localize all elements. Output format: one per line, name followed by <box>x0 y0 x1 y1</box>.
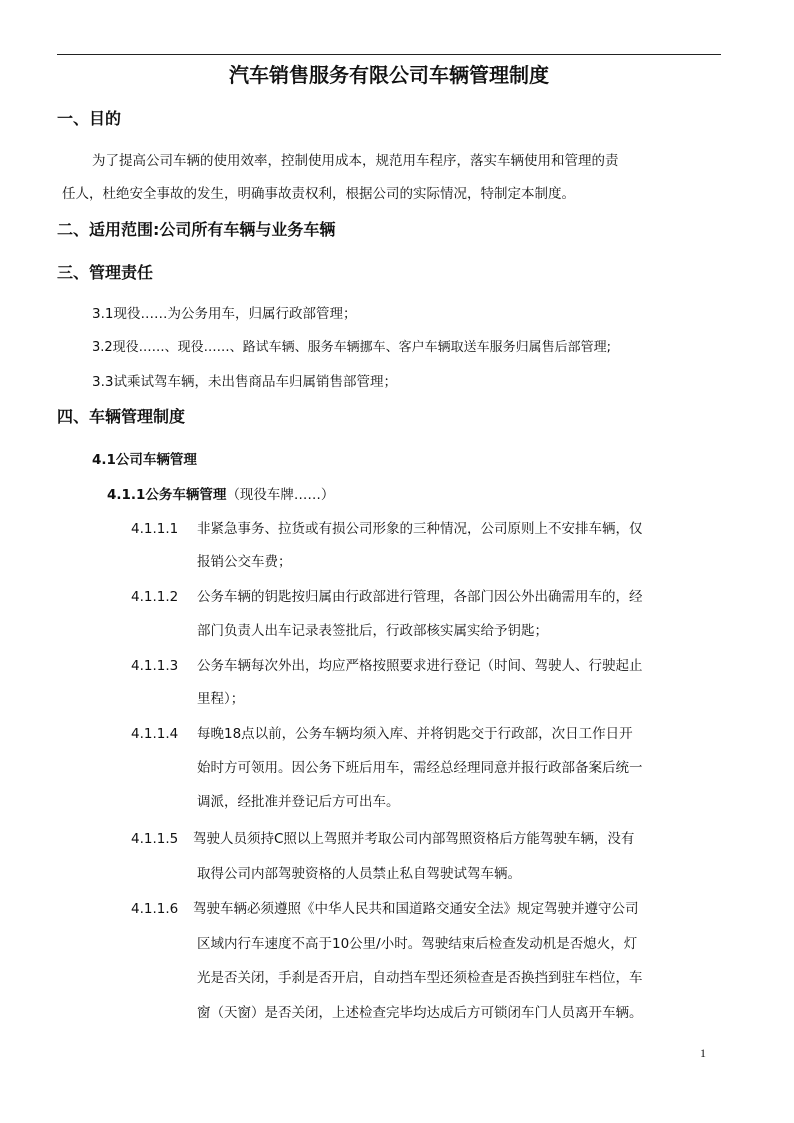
item-4-1-1-3-number: 4.1.1.3 <box>131 658 179 674</box>
section-2-heading: 二、适用范围:公司所有车辆与业务车辆 <box>57 220 336 239</box>
section-3-item-2: 3.2现役……、现役……、路试车辆、服务车辆挪车、客户车辆取送车服务归属售后部管理; <box>92 340 612 355</box>
item-4-1-1-5-line-2: 取得公司内部驾驶资格的人员禁止私自驾驶试驾车辆。 <box>197 866 521 882</box>
item-4-1-1-3-line-2: 里程）； <box>197 691 245 707</box>
item-4-1-1-4-line-1: 每晚18点以前，公务车辆均须入库、并将钥匙交于行政部，次日工作日开 <box>197 726 633 742</box>
item-4-1-1-4-number: 4.1.1.4 <box>131 726 179 742</box>
item-4-1-1-2-number: 4.1.1.2 <box>131 589 179 605</box>
page-number: 1 <box>700 1046 706 1060</box>
item-4-1-1-1-number: 4.1.1.1 <box>131 521 179 537</box>
section-1-paragraph-line-1: 为了提高公司车辆的使用效率，控制使用成本，规范用车程序，落实车辆使用和管理的责 <box>92 153 619 169</box>
subsection-4-1-1-title: 4.1.1公务车辆管理 <box>107 487 227 503</box>
section-3-item-3: 3.3试乘试驾车辆，未出售商品车归属销售部管理； <box>92 374 397 390</box>
section-3-item-1: 3.1现役……为公务用车，归属行政部管理； <box>92 306 357 322</box>
item-4-1-1-6-line-1: 驾驶车辆必须遵照《中华人民共和国道路交通安全法》规定驾驶并遵守公司 <box>193 901 639 917</box>
item-4-1-1-4-line-2: 始时方可领用。因公务下班后用车，需经总经理同意并报行政部备案后统一 <box>197 760 643 776</box>
item-4-1-1-2-line-1: 公务车辆的钥匙按归属由行政部进行管理，各部门因公外出确需用车的，经 <box>197 589 643 605</box>
item-4-1-1-6-line-2: 区域内行车速度不高于10公里/小时。驾驶结束后检查发动机是否熄火，灯 <box>197 936 638 952</box>
section-1-heading: 一、目的 <box>57 109 122 128</box>
section-4-heading: 四、车辆管理制度 <box>57 407 186 426</box>
item-4-1-1-3-line-1: 公务车辆每次外出，均应严格按照要求进行登记（时间、驾驶人、行驶起止 <box>197 658 643 674</box>
item-4-1-1-1-line-1: 非紧急事务、拉货或有损公司形象的三种情况，公司原则上不安排车辆，仅 <box>197 521 643 537</box>
subsection-4-1-1-note: （现役车牌……） <box>226 487 335 503</box>
item-4-1-1-6-line-3: 光是否关闭，手刹是否开启，自动挡车型还须检查是否换挡到驻车档位，车 <box>197 970 643 986</box>
item-4-1-1-2-line-2: 部门负责人出车记录表签批后，行政部核实属实给予钥匙； <box>197 623 548 639</box>
subsection-4-1-1-heading <box>107 485 334 505</box>
item-4-1-1-5-number: 4.1.1.5 <box>131 831 179 847</box>
document-title: 汽车销售服务有限公司车辆管理制度 <box>229 63 549 87</box>
section-3-heading: 三、管理责任 <box>57 263 154 282</box>
top-rule <box>57 54 721 55</box>
section-1-paragraph-line-2: 任人，杜绝安全事故的发生，明确事故责权利，根据公司的实际情况，特制定本制度。 <box>62 186 575 202</box>
item-4-1-1-1-line-2: 报销公交车费； <box>197 554 292 570</box>
subsection-4-1-heading: 4.1公司车辆管理 <box>92 452 197 468</box>
item-4-1-1-6-number: 4.1.1.6 <box>131 901 179 917</box>
item-4-1-1-4-line-3: 调派，经批准并登记后方可出车。 <box>197 794 400 810</box>
item-4-1-1-6-line-4: 窗（天窗）是否关闭，上述检查完毕均达成后方可锁闭车门人员离开车辆。 <box>197 1005 643 1021</box>
item-4-1-1-5-line-1: 驾驶人员须持C照以上驾照并考取公司内部驾照资格后方能驾驶车辆，没有 <box>193 831 635 847</box>
